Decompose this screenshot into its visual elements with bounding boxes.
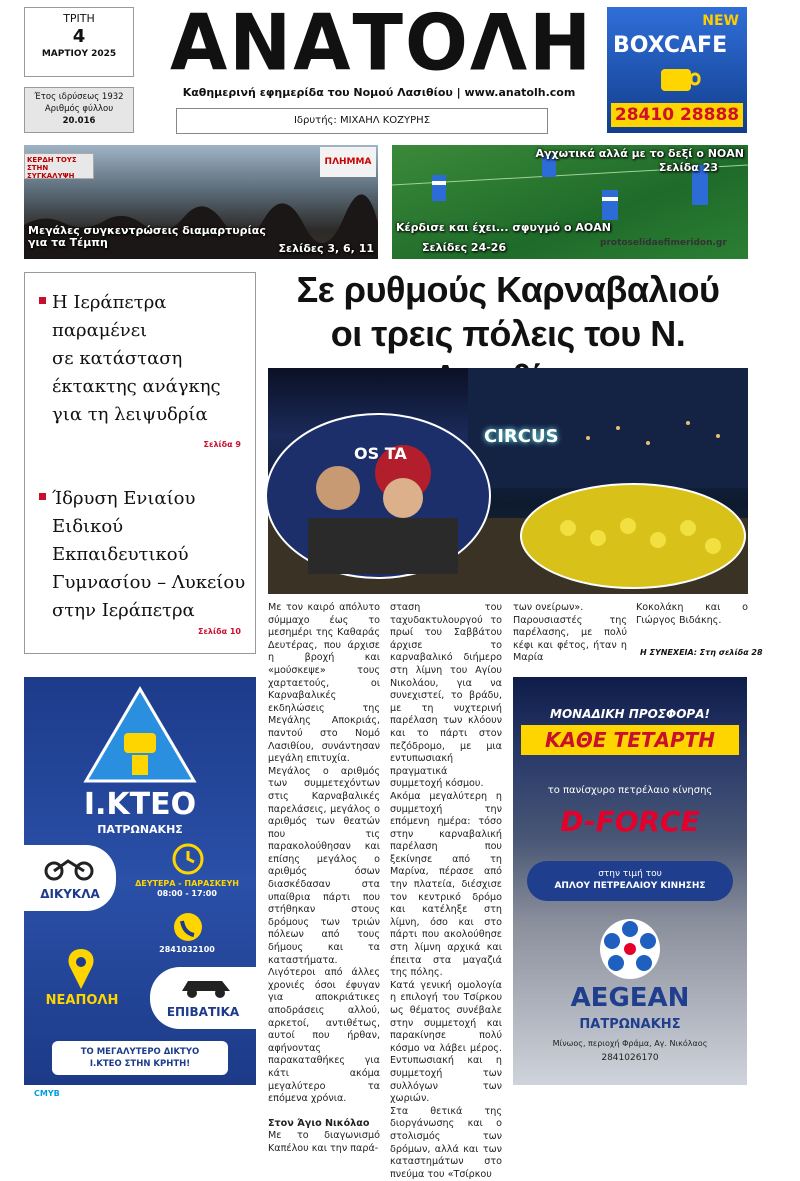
circus-sign: CIRCUS	[484, 426, 559, 447]
aegean-price-badge: στην τιμή του ΑΠΛΟΥ ΠΕΤΡΕΛΑΙΟΥ ΚΙΝΗΣΗΣ	[527, 861, 733, 901]
banner-text-1: ΚΕΡΔΗ ΤΟΥΣ	[27, 156, 77, 164]
car-icon	[178, 973, 234, 999]
ikteo-brand: Ι.ΚΤΕΟ	[83, 787, 197, 822]
side-stories-box	[24, 272, 256, 654]
aegean-product: D-FORCE	[560, 805, 700, 838]
article-col2: σταση του ταχυδακτυλουργού το πρωί του Σαββάτου άρχισε το καρναβαλικό διήμερο στη λίμνη του Αγίου Νικολάου, για να συνεχιστεί, το βράδυ, με τη νυχτερινή παρέλαση των κλόουν και το πάρτι στον πεζόδρομο, με μια εντυπωσιακή πραγματικά συμμετοχή κόσμου. Ακόμα μεγαλύτερη η συμμετοχή την επόμενη ημέρα: τόσο στην καρναβαλική παρέλαση που ξεκίνησε από τη Μαρίνα, πέρασε από την πλατεία, διέσχισε τον κεντρικό δρόμο και κατέληξε στη λίμνη, όσο και στο πάρτι που ακολούθησε στη λίμνη αρχικά και έπειτα στα μαγαζιά της πόλης. Κατά γενική ομολογία η επιλογή του Τσίρκου ως θέματος συνέβαλε στην συμμετοχή και παρακίνησε πολύ κόσμο να λάβει μέρος. Εντυπωσιακή και η συμμετοχή των συλλόγων των χωριών. Στα θετικά της διοργάνωσης και ο στολισμός των δρόμων, αλλά και των καταστημάτων στο πνεύμα του «Τσίρκου	[390, 602, 502, 1180]
ikteo-town: ΝΕΑΠΟΛΗ	[45, 993, 119, 1008]
issue-label: Αριθμός φύλλου	[44, 104, 114, 114]
story-special-school[interactable]: Ίδρυση Ενιαίου Ειδικού Εκπαιδευτικού Γυμνασίου – Λυκείου στην Ιεράπετρα	[39, 485, 245, 625]
aegean-day: ΚΑΘΕ ΤΕΤΑΡΤΗ	[521, 725, 739, 755]
phone-icon	[172, 911, 204, 943]
red-bullet-icon	[39, 493, 46, 500]
weekday: ΤΡΙΤΗ	[63, 12, 95, 25]
boxcafe-phone: 28410 28888	[611, 103, 743, 127]
aoan-caption: Κέρδισε και έχει... σφυγμό ο ΑΟΑΝ	[396, 221, 611, 234]
booth-sign: OS TA	[354, 444, 407, 463]
issue-info-box	[24, 87, 134, 133]
protest-banner	[24, 153, 94, 179]
ikteo-ad[interactable]	[24, 677, 256, 1085]
continued-link[interactable]: Η ΣΥΝΕΧΕΙΑ: Στη σελίδα 28	[640, 648, 763, 657]
aegean-ad[interactable]	[513, 677, 747, 1085]
ikteo-days: ΔΕΥΤΕΡΑ - ΠΑΡΑΣΚΕΥΗ	[135, 879, 239, 888]
month-year: ΜΑΡΤΙΟΥ 2025	[41, 49, 117, 59]
ikteo-hours: 08:00 - 17:00	[157, 889, 217, 898]
ikteo-tagline: ΤΟ ΜΕΓΑΛΥΤΕΡΟ ΔΙΚΤΥΟ Ι.ΚΤΕΟ ΣΤΗΝ ΚΡΗΤΗ!	[52, 1041, 228, 1075]
aegean-phone: 2841026170	[601, 1053, 659, 1063]
coffee-cup-icon	[647, 65, 707, 95]
aegean-product-line: το πανίσχυρο πετρέλαιο κίνησης	[547, 785, 713, 796]
aegean-logo-icon	[598, 917, 662, 981]
warning-triangle-icon	[82, 685, 198, 785]
boxcafe-ad[interactable]	[607, 7, 747, 133]
article-subhead: Στον Άγιο Νικόλαο	[268, 1117, 370, 1129]
aegean-brand: AEGEAN	[570, 983, 690, 1013]
article-col1: Με τον καιρό απόλυτο σύμμαχο έως το μεσημέρι της Καθαράς Δευτέρας, που άρχισε η βροχή και «μούσκεψε» τους χαρταετούς, οι Καρναβαλικές εκδηλώσεις της Μεγάλης Αποκριάς, παντού στο Νομό Λασιθίου, συνάντησαν μεγάλη επιτυχία. Μεγάλος ο αριθμός των συμμετεχόντων στις Καρναβαλικές παρελάσεις, μεγάλος ο αριθμός των θεατών που τις παρακολούθησαν και επίσης μεγάλος ο αριθμός όσων διασκέδασαν στα υπαίθρια πάρτι που στήθηκαν στους δρόμους των τριών πόλεων από τους δήμους και τα καταστήματα. Λιγότεροι από άλλες χρονιές όσοι έφυγαν για αποκριάτικες αποδράσεις αλλού, αρκετοί, αντιθέτως, αυτοί που ήρθαν, αφήνοντας παρακαταθήκες για κάτι ακόμα μεγαλύτερο τα επόμενα χρόνια. Στον Άγιο Νικόλαο Με το διαγωνισμό Καπέλου και την παρά-	[268, 602, 380, 1154]
watermark: protoselidaefimeridon.gr	[600, 238, 727, 248]
cmyk-marks: CMYB	[34, 1089, 60, 1098]
protest-pages: Σελίδες 3, 6, 11	[278, 242, 374, 255]
aoan-pages: Σελίδες 24-26	[422, 241, 507, 254]
carnival-photo[interactable]	[268, 368, 748, 594]
story1-page-ref: Σελίδα 9	[203, 440, 241, 449]
protest-sign: ΠΛΗΜΜΑ	[320, 147, 376, 177]
day-number: 4	[72, 26, 86, 47]
aegean-offer: ΜΟΝΑΔΙΚΗ ΠΡΟΣΦΟΡΑ!	[550, 707, 710, 721]
ikteo-name: ΠΑΤΡΩΝΑΚΗΣ	[97, 823, 183, 836]
story-ierapetra-water[interactable]: Η Ιεράπετρα παραμένει σε κατάσταση έκτακτης ανάγκης για τη λειψυδρία	[39, 289, 221, 429]
founder-line: Ιδρυτής: ΜΙΧΑΗΛ ΚΟΖΥΡΗΣ	[176, 108, 548, 134]
location-pin-icon	[64, 947, 98, 991]
protest-photo[interactable]	[24, 145, 378, 259]
protest-caption: Μεγάλες συγκεντρώσεις διαμαρτυρίας για τα Τέμπη	[28, 224, 266, 249]
noan-pages: Σελίδα 23	[658, 161, 718, 174]
issue-number: 20.016	[62, 116, 96, 126]
masthead-subtitle: Καθημερινή εφημερίδα του Νομού Λασιθίου | www.anatolh.com	[182, 86, 576, 99]
aegean-name: ΠΑΤΡΩΝΑΚΗΣ	[579, 1017, 681, 1032]
aegean-address: Μίνωος, περιοχή Φράμα, Αγ. Νικόλαος	[552, 1039, 708, 1048]
story2-page-ref: Σελίδα 10	[197, 627, 241, 636]
founded-year: Έτος ιδρύσεως 1932	[34, 92, 124, 102]
carnival-scene	[268, 368, 748, 594]
red-bullet-icon	[39, 297, 46, 304]
ikteo-phone: 2841032100	[159, 945, 215, 954]
bikes-badge: ΔΙΚΥΚΛΑ	[24, 845, 116, 911]
cars-badge: ΕΠΙΒΑΤΙΚΑ	[150, 967, 256, 1029]
motorcycle-icon	[44, 851, 94, 881]
article-col4: Κοκολάκη και ο Γιώργος Βιδάκης.	[636, 602, 748, 626]
date-box	[24, 7, 134, 77]
article-col3: των ονείρων». Παρουσιαστές της παρέλασης, με πολύ κέφι και φέτος, ήταν η Μαρία	[513, 602, 627, 664]
new-label: NEW	[702, 13, 739, 29]
main-headline[interactable]: Σε ρυθμούς Καρναβαλιού οι τρεις πόλεις του Ν.	[296, 269, 720, 354]
noan-caption: Αγχωτικά αλλά με το δεξί ο ΝΟΑΝ	[535, 147, 744, 160]
boxcafe-brand: BOXCAFE	[613, 33, 728, 58]
clock-icon	[172, 843, 204, 875]
masthead-title[interactable]: ΑΝΑΤΟΛΗ	[170, 0, 594, 89]
banner-text-2: ΣΤΗΝ ΣΥΓΚΑΛΥΨΗ	[27, 164, 75, 180]
